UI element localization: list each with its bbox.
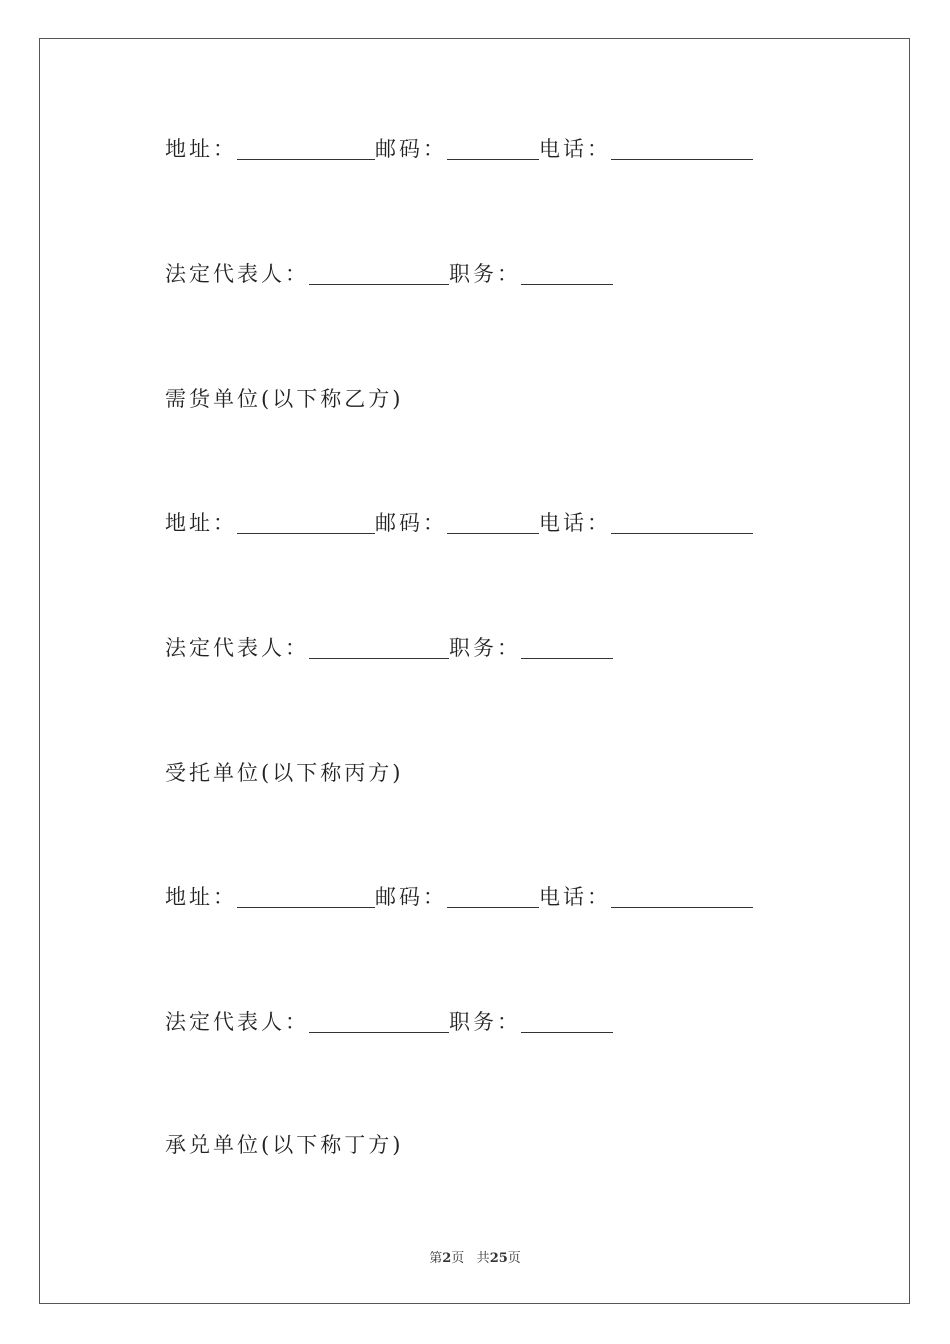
address-blank[interactable] xyxy=(237,137,375,160)
address-label: 地址： xyxy=(165,885,237,909)
footer-page-suffix: 页 xyxy=(451,1251,465,1266)
phone-blank[interactable] xyxy=(611,137,753,160)
legal-rep-label: 法定代表人： xyxy=(165,1010,309,1034)
heading-acceptor xyxy=(165,1129,403,1159)
address-label: 地址： xyxy=(165,137,237,161)
heading-trustee xyxy=(165,757,403,787)
footer-total-pages: 25 xyxy=(489,1251,508,1266)
position-blank[interactable] xyxy=(521,1010,613,1033)
address-line-2 xyxy=(165,507,753,537)
footer-prefix: 第 xyxy=(429,1251,443,1266)
postcode-blank[interactable] xyxy=(447,137,539,160)
page-footer xyxy=(0,1247,950,1266)
postcode-label: 邮码： xyxy=(375,885,447,909)
legal-rep-line-3 xyxy=(165,1006,613,1036)
address-label: 地址： xyxy=(165,511,237,535)
legal-rep-blank[interactable] xyxy=(309,636,449,659)
position-blank[interactable] xyxy=(521,636,613,659)
legal-rep-line-1 xyxy=(165,258,613,288)
legal-rep-label: 法定代表人： xyxy=(165,262,309,286)
legal-rep-label: 法定代表人： xyxy=(165,636,309,660)
page-border xyxy=(39,38,910,1304)
position-label: 职务： xyxy=(449,636,521,660)
position-label: 职务： xyxy=(449,1010,521,1034)
address-blank[interactable] xyxy=(237,885,375,908)
footer-total-suffix: 页 xyxy=(507,1251,521,1266)
postcode-label: 邮码： xyxy=(375,511,447,535)
position-label: 职务： xyxy=(449,262,521,286)
position-blank[interactable] xyxy=(521,262,613,285)
heading-acceptor-text: 承兑单位(以下称丁方) xyxy=(165,1133,404,1157)
phone-blank[interactable] xyxy=(611,885,753,908)
postcode-blank[interactable] xyxy=(447,511,539,534)
address-blank[interactable] xyxy=(237,511,375,534)
phone-label: 电话： xyxy=(539,137,611,161)
address-line-1 xyxy=(165,133,753,163)
heading-buyer xyxy=(165,383,403,413)
phone-label: 电话： xyxy=(539,885,611,909)
legal-rep-blank[interactable] xyxy=(309,262,449,285)
heading-buyer-text: 需货单位(以下称乙方) xyxy=(165,387,404,411)
phone-blank[interactable] xyxy=(611,511,753,534)
footer-page-number: 2 xyxy=(442,1251,452,1266)
legal-rep-line-2 xyxy=(165,632,613,662)
address-line-3 xyxy=(165,881,753,911)
postcode-label: 邮码： xyxy=(375,137,447,161)
footer-total-prefix: 共 xyxy=(476,1251,490,1266)
postcode-blank[interactable] xyxy=(447,885,539,908)
heading-trustee-text: 受托单位(以下称丙方) xyxy=(165,761,404,785)
phone-label: 电话： xyxy=(539,511,611,535)
legal-rep-blank[interactable] xyxy=(309,1010,449,1033)
